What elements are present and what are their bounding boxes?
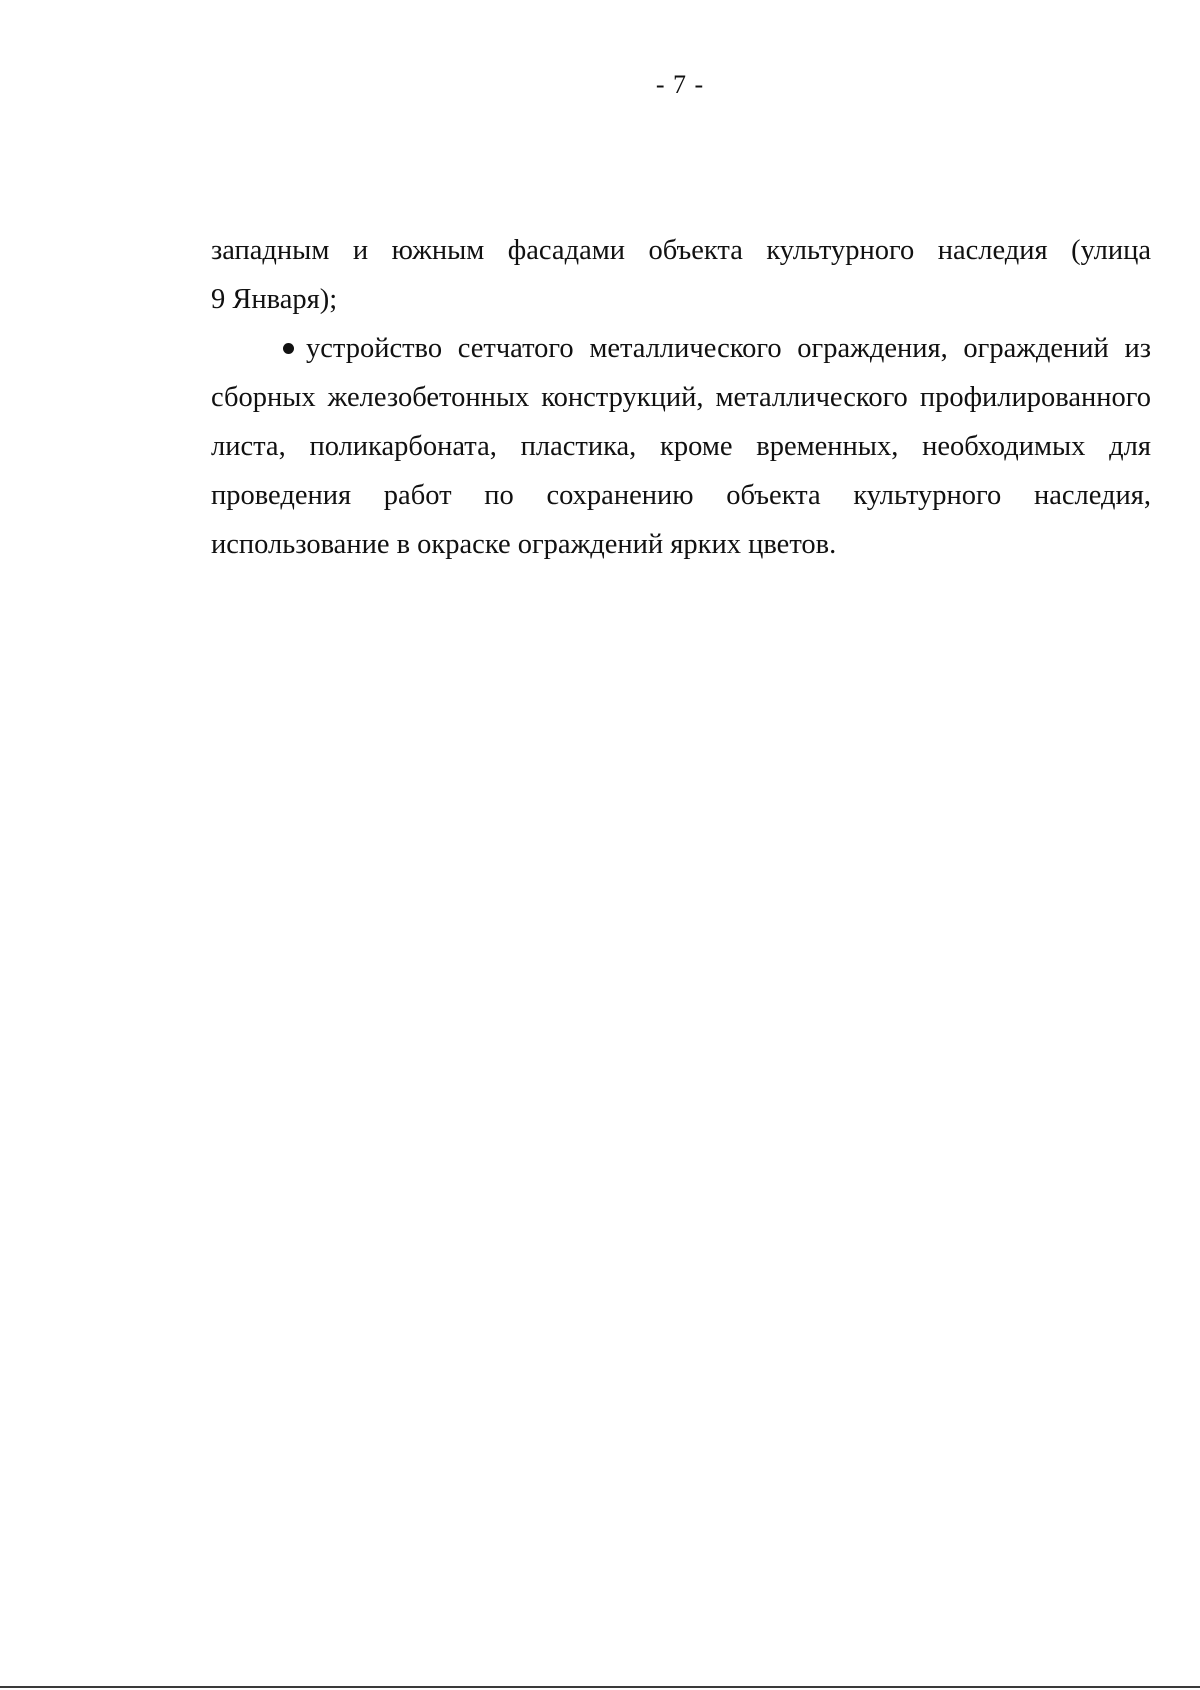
paragraph-continued (211, 226, 1151, 324)
bullet-dot-icon (283, 343, 294, 354)
text-line: сборных железобетонных конструкций, металлического профилированного (211, 382, 1151, 413)
bullet-item (211, 324, 1151, 569)
text-line: листа, поликарбоната, пластика, кроме временных, необходимых для (211, 431, 1151, 462)
page-number: - 7 - (655, 70, 705, 99)
document-body (211, 226, 1151, 569)
page-bottom-edge (0, 1686, 1200, 1688)
text-line: западным и южным фасадами объекта культурного наследия (улица (211, 235, 1151, 266)
text-line: устройство сетчатого металлического ограждения, ограждений из (306, 333, 1151, 364)
text-line: использование в окраске ограждений ярких цветов. (211, 529, 837, 560)
text-line: проведения работ по сохранению объекта культурного наследия, (211, 480, 1151, 511)
bullet-first-line (211, 324, 1151, 373)
text-line: 9 Января); (211, 284, 338, 315)
